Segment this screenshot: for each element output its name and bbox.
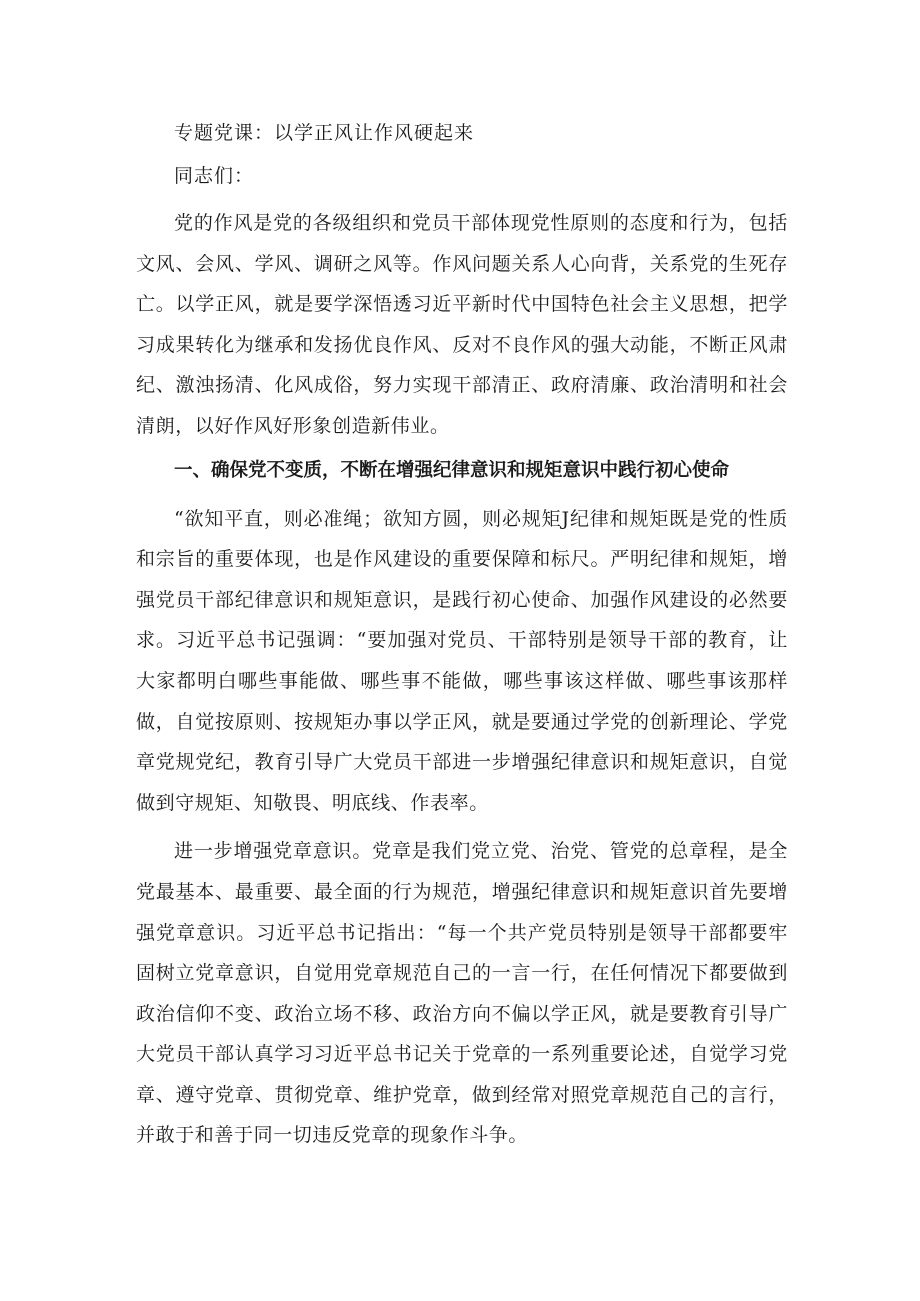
document-body (136, 118, 788, 1160)
intro-paragraph: 党的作风是党的各级组织和党员干部体现党性原则的态度和行为，包括文风、会风、学风、调研之风等。作风问题关系人心向背，关系党的生死存亡。以学正风，就是要学深悟透习近平新时代中国特色社会主义思想，把学习成果转化为继承和发扬优良作风、反对不良作风的强大动能，不断正风肃纪、激浊扬清、化风成俗，努力实现干部清正、政府清廉、政治清明和社会清朗，以好作风好形象创造新伟业。 (136, 212, 788, 437)
document-title: 专题党课：以学正风让作风硬起来 (174, 122, 475, 144)
section-1-paragraph-1: “欲知平直，则必准绳；欲知方圆，则必规矩J纪律和规矩既是党的性质和宗旨的重要体现，也是作风建设的重要保障和标尺。严明纪律和规矩，增强党员干部纪律意识和规矩意识，是践行初心使命、加强作风建设的必然要求。习近平总书记强调：“要加强对党员、干部特别是领导干部的教育，让大家都明白哪些事能做、哪些事不能做，哪些事该这样做、哪些事该那样做，自觉按原则、按规矩办事以学正风，就是要通过学党的创新理论、学党章党规党纪，教育引导广大党员干部进一步增强纪律意识和规矩意识，自觉做到守规矩、知敬畏、明底线、作表率。 (136, 507, 788, 814)
section-1-paragraph-2: 进一步增强党章意识。党章是我们党立党、治党、管党的总章程，是全党最基本、最重要、最全面的行为规范，增强纪律意识和规矩意识首先要增强党章意识。习近平总书记指出：“每一个共产党员特别是领导干部都要牢固树立党章意识，自觉用党章规范自己的一言一行，在任何情况下都要做到政治信仰不变、政治立场不移、政治方向不偏以学正风，就是要教育引导广大党员干部认真学习习近平总书记关于党章的一系列重要论述，自觉学习党章、遵守党章、贯彻党章、维护党章，做到经常对照党章规范自己的言行，并敢于和善于同一切违反党章的现象作斗争。 (136, 840, 788, 1147)
salutation: 同志们： (174, 165, 255, 187)
section-1-heading: 一、确保党不变质，不断在增强纪律意识和规矩意识中践行初心使命 (174, 459, 730, 481)
